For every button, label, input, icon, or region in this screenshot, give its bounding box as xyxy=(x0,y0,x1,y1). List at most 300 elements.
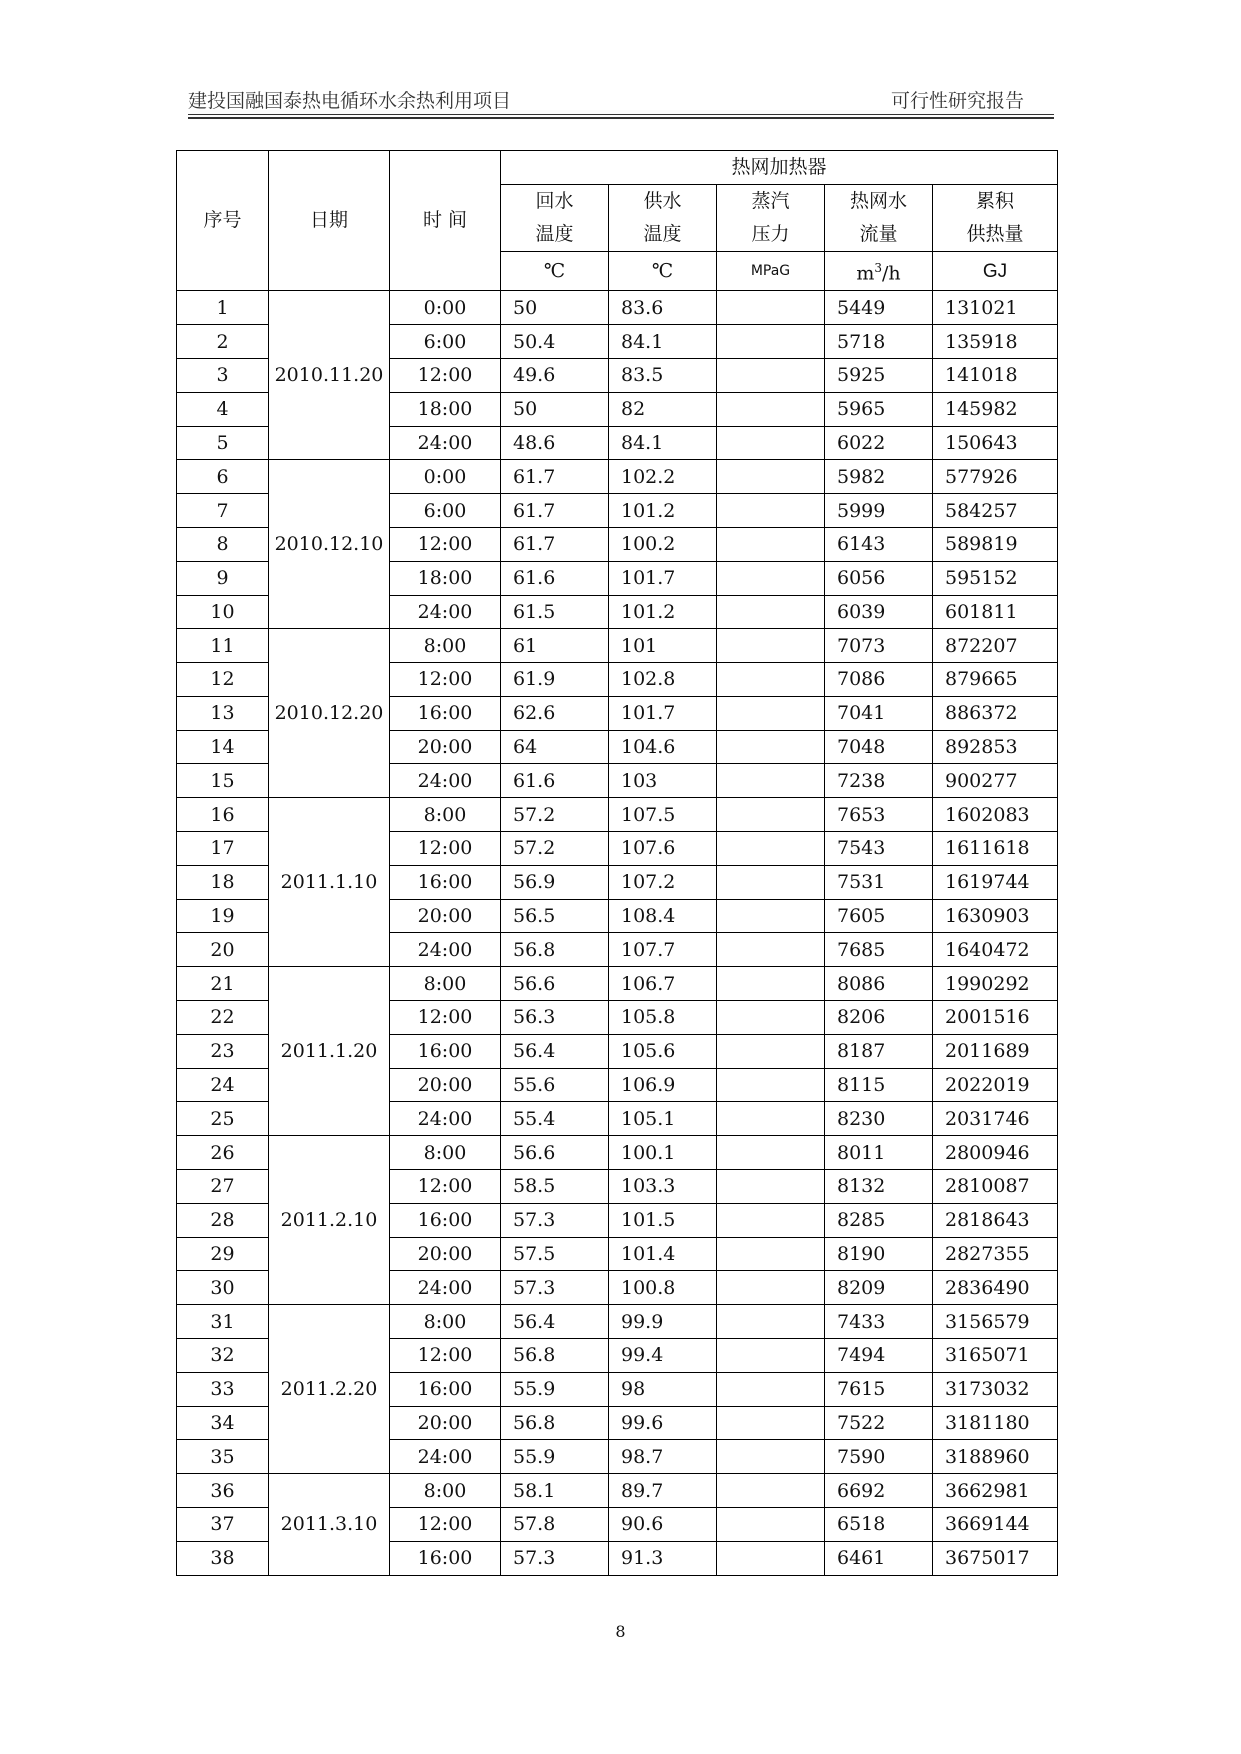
cell-supply-temp: 83.6 xyxy=(609,291,717,325)
cell-steam-pressure xyxy=(717,1541,825,1575)
cell-water-flow: 7041 xyxy=(825,696,933,730)
cell-return-temp: 56.6 xyxy=(501,1136,609,1170)
cell-return-temp: 55.9 xyxy=(501,1440,609,1474)
cell-seq: 34 xyxy=(177,1406,269,1440)
cell-time: 24:00 xyxy=(390,1102,501,1136)
page-header xyxy=(188,86,1054,116)
cell-time: 12:00 xyxy=(390,663,501,697)
cell-cumulative-heat: 2818643 xyxy=(933,1203,1058,1237)
cell-supply-temp: 102.8 xyxy=(609,663,717,697)
cell-supply-temp: 100.2 xyxy=(609,527,717,561)
cell-water-flow: 7073 xyxy=(825,629,933,663)
cell-time: 6:00 xyxy=(390,325,501,359)
cell-return-temp: 57.2 xyxy=(501,798,609,832)
cell-date: 2010.12.10 xyxy=(269,460,390,629)
cell-cumulative-heat: 2827355 xyxy=(933,1237,1058,1271)
cell-return-temp: 56.8 xyxy=(501,1406,609,1440)
cell-steam-pressure xyxy=(717,392,825,426)
cell-supply-temp: 90.6 xyxy=(609,1508,717,1542)
cell-time: 20:00 xyxy=(390,899,501,933)
cell-return-temp: 57.8 xyxy=(501,1508,609,1542)
cell-supply-temp: 101.7 xyxy=(609,696,717,730)
cell-water-flow: 5925 xyxy=(825,358,933,392)
cell-return-temp: 57.2 xyxy=(501,832,609,866)
cell-steam-pressure xyxy=(717,764,825,798)
cell-return-temp: 61 xyxy=(501,629,609,663)
cell-water-flow: 6143 xyxy=(825,527,933,561)
cell-supply-temp: 103 xyxy=(609,764,717,798)
cell-steam-pressure xyxy=(717,1440,825,1474)
cell-steam-pressure xyxy=(717,1102,825,1136)
cell-water-flow: 8115 xyxy=(825,1068,933,1102)
cell-water-flow: 7543 xyxy=(825,832,933,866)
cell-cumulative-heat: 577926 xyxy=(933,460,1058,494)
cell-cumulative-heat: 872207 xyxy=(933,629,1058,663)
cell-cumulative-heat: 2001516 xyxy=(933,1001,1058,1035)
table-row xyxy=(177,291,1058,325)
cell-time: 12:00 xyxy=(390,1170,501,1204)
header-date: 日期 xyxy=(269,151,390,291)
cell-supply-temp: 83.5 xyxy=(609,358,717,392)
cell-date: 2011.3.10 xyxy=(269,1474,390,1575)
cell-water-flow: 6461 xyxy=(825,1541,933,1575)
cell-water-flow: 5449 xyxy=(825,291,933,325)
cell-seq: 31 xyxy=(177,1305,269,1339)
cell-cumulative-heat: 3173032 xyxy=(933,1372,1058,1406)
cell-seq: 24 xyxy=(177,1068,269,1102)
page-number: 8 xyxy=(615,1622,626,1641)
cell-supply-temp: 101.2 xyxy=(609,494,717,528)
cell-steam-pressure xyxy=(717,1339,825,1373)
header-cumulative-heat: 累积 供热量 xyxy=(933,185,1058,252)
cell-seq: 3 xyxy=(177,358,269,392)
cell-cumulative-heat: 589819 xyxy=(933,527,1058,561)
cell-cumulative-heat: 601811 xyxy=(933,595,1058,629)
cell-return-temp: 57.3 xyxy=(501,1271,609,1305)
cell-steam-pressure xyxy=(717,1203,825,1237)
cell-return-temp: 62.6 xyxy=(501,696,609,730)
cell-time: 20:00 xyxy=(390,1068,501,1102)
cell-time: 8:00 xyxy=(390,629,501,663)
cell-supply-temp: 107.2 xyxy=(609,865,717,899)
cell-water-flow: 5999 xyxy=(825,494,933,528)
cell-seq: 37 xyxy=(177,1508,269,1542)
cell-time: 12:00 xyxy=(390,358,501,392)
cell-seq: 14 xyxy=(177,730,269,764)
cell-seq: 23 xyxy=(177,1034,269,1068)
cell-steam-pressure xyxy=(717,832,825,866)
cell-time: 16:00 xyxy=(390,865,501,899)
cell-steam-pressure xyxy=(717,1034,825,1068)
cell-time: 8:00 xyxy=(390,798,501,832)
cell-time: 8:00 xyxy=(390,967,501,1001)
cell-water-flow: 8285 xyxy=(825,1203,933,1237)
cell-seq: 20 xyxy=(177,933,269,967)
cell-time: 0:00 xyxy=(390,291,501,325)
cell-seq: 15 xyxy=(177,764,269,798)
cell-cumulative-heat: 2022019 xyxy=(933,1068,1058,1102)
cell-return-temp: 57.3 xyxy=(501,1541,609,1575)
header-return-temp: 回水 温度 xyxy=(501,185,609,252)
cell-steam-pressure xyxy=(717,325,825,359)
cell-steam-pressure xyxy=(717,1170,825,1204)
cell-time: 8:00 xyxy=(390,1474,501,1508)
cell-steam-pressure xyxy=(717,1001,825,1035)
cell-water-flow: 8209 xyxy=(825,1271,933,1305)
cell-cumulative-heat: 141018 xyxy=(933,358,1058,392)
cell-cumulative-heat: 3156579 xyxy=(933,1305,1058,1339)
cell-time: 12:00 xyxy=(390,527,501,561)
cell-steam-pressure xyxy=(717,1372,825,1406)
cell-supply-temp: 102.2 xyxy=(609,460,717,494)
cell-seq: 1 xyxy=(177,291,269,325)
cell-date: 2011.1.10 xyxy=(269,798,390,967)
cell-supply-temp: 104.6 xyxy=(609,730,717,764)
table-row xyxy=(177,967,1058,1001)
cell-cumulative-heat: 1602083 xyxy=(933,798,1058,832)
cell-seq: 6 xyxy=(177,460,269,494)
cell-supply-temp: 108.4 xyxy=(609,899,717,933)
cell-seq: 10 xyxy=(177,595,269,629)
cell-time: 18:00 xyxy=(390,392,501,426)
header-supply-temp: 供水 温度 xyxy=(609,185,717,252)
cell-water-flow: 7494 xyxy=(825,1339,933,1373)
cell-steam-pressure xyxy=(717,1068,825,1102)
cell-cumulative-heat: 1640472 xyxy=(933,933,1058,967)
cell-steam-pressure xyxy=(717,1406,825,1440)
cell-steam-pressure xyxy=(717,663,825,697)
cell-date: 2010.12.20 xyxy=(269,629,390,798)
cell-seq: 35 xyxy=(177,1440,269,1474)
unit-cumulative-heat: GJ xyxy=(933,252,1058,291)
cell-water-flow: 8206 xyxy=(825,1001,933,1035)
cell-water-flow: 7433 xyxy=(825,1305,933,1339)
cell-steam-pressure xyxy=(717,798,825,832)
cell-seq: 18 xyxy=(177,865,269,899)
cell-seq: 26 xyxy=(177,1136,269,1170)
cell-steam-pressure xyxy=(717,730,825,764)
cell-cumulative-heat: 131021 xyxy=(933,291,1058,325)
cell-seq: 11 xyxy=(177,629,269,663)
cell-time: 8:00 xyxy=(390,1305,501,1339)
cell-water-flow: 8132 xyxy=(825,1170,933,1204)
cell-return-temp: 57.5 xyxy=(501,1237,609,1271)
cell-seq: 27 xyxy=(177,1170,269,1204)
header-time: 时 间 xyxy=(390,151,501,291)
cell-time: 12:00 xyxy=(390,832,501,866)
cell-return-temp: 64 xyxy=(501,730,609,764)
cell-return-temp: 61.6 xyxy=(501,561,609,595)
cell-time: 16:00 xyxy=(390,696,501,730)
cell-steam-pressure xyxy=(717,426,825,460)
cell-steam-pressure xyxy=(717,291,825,325)
table-header xyxy=(177,151,1058,291)
cell-time: 24:00 xyxy=(390,764,501,798)
header-seq: 序号 xyxy=(177,151,269,291)
cell-time: 16:00 xyxy=(390,1203,501,1237)
header-group-heater: 热网加热器 xyxy=(501,151,1058,185)
cell-supply-temp: 107.7 xyxy=(609,933,717,967)
cell-supply-temp: 101.5 xyxy=(609,1203,717,1237)
cell-cumulative-heat: 1619744 xyxy=(933,865,1058,899)
cell-time: 24:00 xyxy=(390,1271,501,1305)
cell-time: 16:00 xyxy=(390,1372,501,1406)
table-row xyxy=(177,460,1058,494)
cell-seq: 2 xyxy=(177,325,269,359)
cell-steam-pressure xyxy=(717,1508,825,1542)
cell-supply-temp: 98 xyxy=(609,1372,717,1406)
cell-cumulative-heat: 1611618 xyxy=(933,832,1058,866)
cell-seq: 7 xyxy=(177,494,269,528)
cell-water-flow: 7238 xyxy=(825,764,933,798)
cell-time: 6:00 xyxy=(390,494,501,528)
cell-cumulative-heat: 886372 xyxy=(933,696,1058,730)
cell-cumulative-heat: 1630903 xyxy=(933,899,1058,933)
cell-steam-pressure xyxy=(717,1474,825,1508)
cell-time: 8:00 xyxy=(390,1136,501,1170)
cell-cumulative-heat: 584257 xyxy=(933,494,1058,528)
cell-water-flow: 7590 xyxy=(825,1440,933,1474)
cell-seq: 33 xyxy=(177,1372,269,1406)
cell-supply-temp: 106.7 xyxy=(609,967,717,1001)
unit-supply-temp: ℃ xyxy=(609,252,717,291)
cell-supply-temp: 106.9 xyxy=(609,1068,717,1102)
cell-supply-temp: 99.4 xyxy=(609,1339,717,1373)
unit-return-temp: ℃ xyxy=(501,252,609,291)
cell-supply-temp: 101.4 xyxy=(609,1237,717,1271)
cell-steam-pressure xyxy=(717,1237,825,1271)
cell-date: 2010.11.20 xyxy=(269,291,390,460)
cell-steam-pressure xyxy=(717,561,825,595)
cell-water-flow: 7522 xyxy=(825,1406,933,1440)
cell-cumulative-heat: 3675017 xyxy=(933,1541,1058,1575)
cell-water-flow: 8190 xyxy=(825,1237,933,1271)
cell-supply-temp: 100.8 xyxy=(609,1271,717,1305)
cell-water-flow: 8011 xyxy=(825,1136,933,1170)
table-row xyxy=(177,1305,1058,1339)
cell-water-flow: 6039 xyxy=(825,595,933,629)
cell-cumulative-heat: 892853 xyxy=(933,730,1058,764)
cell-cumulative-heat: 595152 xyxy=(933,561,1058,595)
cell-time: 20:00 xyxy=(390,1406,501,1440)
table-row xyxy=(177,1474,1058,1508)
cell-supply-temp: 89.7 xyxy=(609,1474,717,1508)
cell-steam-pressure xyxy=(717,1271,825,1305)
cell-return-temp: 61.7 xyxy=(501,460,609,494)
cell-water-flow: 6518 xyxy=(825,1508,933,1542)
cell-seq: 5 xyxy=(177,426,269,460)
table-row xyxy=(177,798,1058,832)
cell-seq: 30 xyxy=(177,1271,269,1305)
cell-supply-temp: 101.7 xyxy=(609,561,717,595)
cell-time: 0:00 xyxy=(390,460,501,494)
cell-cumulative-heat: 3662981 xyxy=(933,1474,1058,1508)
cell-steam-pressure xyxy=(717,865,825,899)
heating-data-table xyxy=(176,150,1058,1576)
cell-date: 2011.2.10 xyxy=(269,1136,390,1305)
cell-seq: 21 xyxy=(177,967,269,1001)
cell-return-temp: 56.4 xyxy=(501,1034,609,1068)
report-type: 可行性研究报告 xyxy=(890,90,1024,112)
cell-return-temp: 61.7 xyxy=(501,494,609,528)
cell-return-temp: 50.4 xyxy=(501,325,609,359)
cell-cumulative-heat: 2011689 xyxy=(933,1034,1058,1068)
cell-time: 24:00 xyxy=(390,1440,501,1474)
cell-return-temp: 56.6 xyxy=(501,967,609,1001)
cell-return-temp: 56.4 xyxy=(501,1305,609,1339)
cell-water-flow: 7605 xyxy=(825,899,933,933)
cell-steam-pressure xyxy=(717,494,825,528)
cell-return-temp: 61.6 xyxy=(501,764,609,798)
cell-supply-temp: 107.5 xyxy=(609,798,717,832)
cell-seq: 8 xyxy=(177,527,269,561)
cell-return-temp: 56.3 xyxy=(501,1001,609,1035)
cell-supply-temp: 99.6 xyxy=(609,1406,717,1440)
cell-return-temp: 55.4 xyxy=(501,1102,609,1136)
table-row xyxy=(177,1136,1058,1170)
cell-return-temp: 48.6 xyxy=(501,426,609,460)
cell-return-temp: 58.5 xyxy=(501,1170,609,1204)
cell-time: 20:00 xyxy=(390,1237,501,1271)
cell-water-flow: 7615 xyxy=(825,1372,933,1406)
cell-return-temp: 56.9 xyxy=(501,865,609,899)
cell-return-temp: 56.5 xyxy=(501,899,609,933)
cell-seq: 9 xyxy=(177,561,269,595)
cell-water-flow: 8230 xyxy=(825,1102,933,1136)
cell-seq: 25 xyxy=(177,1102,269,1136)
cell-supply-temp: 101.2 xyxy=(609,595,717,629)
cell-steam-pressure xyxy=(717,967,825,1001)
cell-date: 2011.2.20 xyxy=(269,1305,390,1474)
cell-time: 24:00 xyxy=(390,426,501,460)
cell-return-temp: 50 xyxy=(501,291,609,325)
unit-water-flow: $m^3/h$ xyxy=(825,252,933,291)
cell-return-temp: 56.8 xyxy=(501,933,609,967)
cell-cumulative-heat: 900277 xyxy=(933,764,1058,798)
cell-seq: 17 xyxy=(177,832,269,866)
table-body xyxy=(177,291,1058,1575)
cell-cumulative-heat: 2800946 xyxy=(933,1136,1058,1170)
cell-supply-temp: 105.8 xyxy=(609,1001,717,1035)
cell-seq: 22 xyxy=(177,1001,269,1035)
cell-cumulative-heat: 150643 xyxy=(933,426,1058,460)
unit-steam-pressure: MPaG xyxy=(717,252,825,291)
cell-supply-temp: 100.1 xyxy=(609,1136,717,1170)
cell-supply-temp: 84.1 xyxy=(609,426,717,460)
cell-date: 2011.1.20 xyxy=(269,967,390,1136)
cell-time: 16:00 xyxy=(390,1541,501,1575)
cell-supply-temp: 101 xyxy=(609,629,717,663)
cell-water-flow: 5718 xyxy=(825,325,933,359)
cell-time: 12:00 xyxy=(390,1001,501,1035)
cell-supply-temp: 105.6 xyxy=(609,1034,717,1068)
cell-water-flow: 5965 xyxy=(825,392,933,426)
cell-time: 20:00 xyxy=(390,730,501,764)
cell-steam-pressure xyxy=(717,1305,825,1339)
cell-seq: 19 xyxy=(177,899,269,933)
cell-water-flow: 8086 xyxy=(825,967,933,1001)
cell-steam-pressure xyxy=(717,933,825,967)
cell-water-flow: 5982 xyxy=(825,460,933,494)
cell-return-temp: 61.9 xyxy=(501,663,609,697)
cell-return-temp: 49.6 xyxy=(501,358,609,392)
cell-cumulative-heat: 2810087 xyxy=(933,1170,1058,1204)
cell-return-temp: 56.8 xyxy=(501,1339,609,1373)
cell-return-temp: 61.5 xyxy=(501,595,609,629)
cell-steam-pressure xyxy=(717,1136,825,1170)
cell-seq: 36 xyxy=(177,1474,269,1508)
cell-cumulative-heat: 1990292 xyxy=(933,967,1058,1001)
header-steam-pressure: 蒸汽 压力 xyxy=(717,185,825,252)
cell-time: 16:00 xyxy=(390,1034,501,1068)
cell-seq: 4 xyxy=(177,392,269,426)
cell-cumulative-heat: 3669144 xyxy=(933,1508,1058,1542)
cell-cumulative-heat: 2836490 xyxy=(933,1271,1058,1305)
cell-supply-temp: 105.1 xyxy=(609,1102,717,1136)
cell-supply-temp: 84.1 xyxy=(609,325,717,359)
cell-steam-pressure xyxy=(717,358,825,392)
cell-steam-pressure xyxy=(717,460,825,494)
cell-time: 18:00 xyxy=(390,561,501,595)
cell-supply-temp: 103.3 xyxy=(609,1170,717,1204)
cell-return-temp: 50 xyxy=(501,392,609,426)
cell-cumulative-heat: 3165071 xyxy=(933,1339,1058,1373)
cell-supply-temp: 82 xyxy=(609,392,717,426)
cell-steam-pressure xyxy=(717,696,825,730)
cell-cumulative-heat: 135918 xyxy=(933,325,1058,359)
cell-time: 12:00 xyxy=(390,1508,501,1542)
cell-water-flow: 7685 xyxy=(825,933,933,967)
cell-return-temp: 55.9 xyxy=(501,1372,609,1406)
cell-supply-temp: 91.3 xyxy=(609,1541,717,1575)
cell-cumulative-heat: 145982 xyxy=(933,392,1058,426)
table-row xyxy=(177,629,1058,663)
cell-seq: 29 xyxy=(177,1237,269,1271)
cell-return-temp: 55.6 xyxy=(501,1068,609,1102)
cell-time: 24:00 xyxy=(390,933,501,967)
cell-steam-pressure xyxy=(717,629,825,663)
cell-steam-pressure xyxy=(717,527,825,561)
cell-time: 12:00 xyxy=(390,1339,501,1373)
cell-return-temp: 61.7 xyxy=(501,527,609,561)
cell-time: 24:00 xyxy=(390,595,501,629)
cell-seq: 13 xyxy=(177,696,269,730)
cell-cumulative-heat: 2031746 xyxy=(933,1102,1058,1136)
cell-cumulative-heat: 3181180 xyxy=(933,1406,1058,1440)
cell-water-flow: 6692 xyxy=(825,1474,933,1508)
cell-seq: 32 xyxy=(177,1339,269,1373)
header-water-flow: 热网水 流量 xyxy=(825,185,933,252)
cell-water-flow: 6022 xyxy=(825,426,933,460)
cell-seq: 38 xyxy=(177,1541,269,1575)
header-rule-thin xyxy=(188,114,1054,115)
cell-seq: 12 xyxy=(177,663,269,697)
cell-return-temp: 57.3 xyxy=(501,1203,609,1237)
cell-supply-temp: 107.6 xyxy=(609,832,717,866)
cell-cumulative-heat: 3188960 xyxy=(933,1440,1058,1474)
cell-seq: 16 xyxy=(177,798,269,832)
cell-supply-temp: 99.9 xyxy=(609,1305,717,1339)
cell-return-temp: 58.1 xyxy=(501,1474,609,1508)
cell-water-flow: 7048 xyxy=(825,730,933,764)
header-rule-thick xyxy=(188,117,1054,119)
cell-water-flow: 7086 xyxy=(825,663,933,697)
cell-supply-temp: 98.7 xyxy=(609,1440,717,1474)
cell-steam-pressure xyxy=(717,899,825,933)
cell-seq: 28 xyxy=(177,1203,269,1237)
cell-water-flow: 7653 xyxy=(825,798,933,832)
document-title: 建投国融国泰热电循环水余热利用项目 xyxy=(188,90,512,112)
